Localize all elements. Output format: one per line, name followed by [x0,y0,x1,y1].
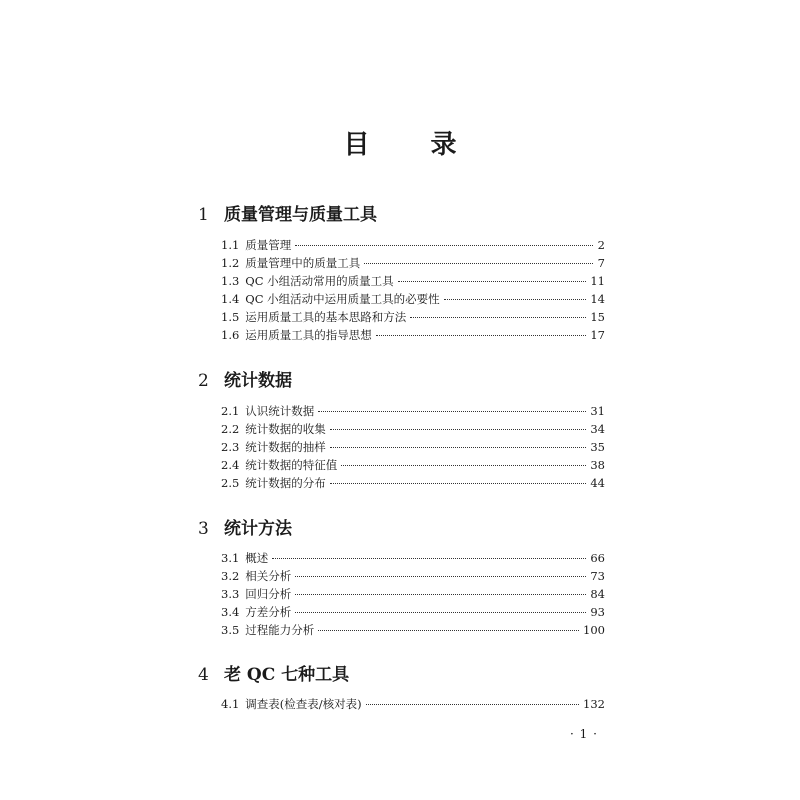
dot-leader [410,317,586,318]
dot-leader [330,447,587,448]
page-number: 44 [590,476,605,490]
section-title: 运用质量工具的指导思想 [245,328,372,342]
toc-entry[interactable] [221,696,605,714]
page-number: 17 [590,328,605,342]
toc-entry[interactable] [221,403,605,421]
dot-leader [376,335,587,336]
toc-list [221,696,605,714]
section-title: 方差分析 [245,605,292,619]
page-number: 34 [590,422,605,436]
section-title: 回归分析 [245,587,292,601]
page-number: 66 [590,551,605,565]
page-number: 84 [590,587,605,601]
chapter-heading [198,514,292,539]
section-title: 统计数据的分布 [245,476,326,490]
page-number: 35 [590,440,605,454]
chapter-title: 老 QC 七种工具 [224,665,350,685]
section-number: 1.4 [221,292,240,306]
dot-leader [318,411,586,412]
toc-list [221,237,605,345]
toc-entry[interactable] [221,457,605,475]
page-number: 11 [590,274,605,288]
dot-leader [366,704,579,705]
page-number: 7 [597,256,605,270]
page-number: 31 [590,404,605,418]
toc-entry[interactable] [221,586,605,604]
section-number: 3.3 [221,587,240,601]
section-title: 运用质量工具的基本思路和方法 [245,310,407,324]
dot-leader [341,465,586,466]
section-title: QC 小组活动常用的质量工具 [245,274,394,288]
page-number: 2 [597,238,605,252]
section-title: 统计数据的抽样 [245,440,326,454]
section-title: 质量管理 [245,238,292,252]
section-number: 1.3 [221,274,240,288]
page-number: 73 [590,569,605,583]
section-title: 质量管理中的质量工具 [245,256,361,270]
toc-entry[interactable] [221,327,605,345]
toc-entry[interactable] [221,237,605,255]
section-number: 3.1 [221,551,240,565]
chapter-heading [198,366,292,391]
toc-entry[interactable] [221,421,605,439]
section-number: 2.4 [221,458,240,472]
dot-leader [330,483,587,484]
dot-leader [295,612,586,613]
section-number: 4.1 [221,697,240,711]
section-title: 统计数据的收集 [245,422,326,436]
page-number: 100 [583,623,605,637]
toc-entry[interactable] [221,622,605,640]
toc-entry[interactable] [221,568,605,586]
section-title: 过程能力分析 [245,623,315,637]
chapter-number: 2 [198,371,209,391]
section-number: 1.1 [221,238,240,252]
section-number: 1.6 [221,328,240,342]
section-number: 3.2 [221,569,240,583]
toc-entry[interactable] [221,291,605,309]
toc-list [221,550,605,640]
section-number: 1.5 [221,310,240,324]
chapter-title: 统计方法 [224,519,292,539]
page-number: 15 [590,310,605,324]
section-number: 2.3 [221,440,240,454]
dot-leader [295,576,586,577]
section-title: 概述 [245,551,269,565]
section-title: 统计数据的特征值 [245,458,338,472]
section-number: 2.2 [221,422,240,436]
chapter-title: 统计数据 [224,371,292,391]
chapter-heading [198,660,349,685]
page-number: 93 [590,605,605,619]
toc-entry[interactable] [221,550,605,568]
section-title: 相关分析 [245,569,292,583]
chapter-number: 3 [198,519,209,539]
toc-entry[interactable] [221,439,605,457]
section-title: QC 小组活动中运用质量工具的必要性 [245,292,440,306]
page-title: 目 录 [343,130,483,160]
chapter-number: 4 [198,665,209,685]
page-number: 132 [583,697,605,711]
toc-entry[interactable] [221,255,605,273]
dot-leader [364,263,593,264]
dot-leader [444,299,587,300]
section-number: 2.5 [221,476,240,490]
toc-entry[interactable] [221,309,605,327]
page-number: 38 [590,458,605,472]
toc-entry[interactable] [221,273,605,291]
section-number: 3.5 [221,623,240,637]
chapter-title: 质量管理与质量工具 [224,205,377,225]
toc-list [221,403,605,493]
section-title: 认识统计数据 [245,404,315,418]
dot-leader [318,630,579,631]
page-number: 14 [590,292,605,306]
section-title: 调查表(检查表/核对表) [245,697,362,711]
toc-entry[interactable] [221,604,605,622]
dot-leader [398,281,587,282]
dot-leader [272,558,586,559]
chapter-number: 1 [198,205,209,225]
section-number: 2.1 [221,404,240,418]
dot-leader [330,429,587,430]
chapter-heading [198,200,377,225]
toc-entry[interactable] [221,475,605,493]
dot-leader [295,245,593,246]
section-number: 1.2 [221,256,240,270]
section-number: 3.4 [221,605,240,619]
folio-page-number: · 1 · [570,727,598,741]
dot-leader [295,594,586,595]
